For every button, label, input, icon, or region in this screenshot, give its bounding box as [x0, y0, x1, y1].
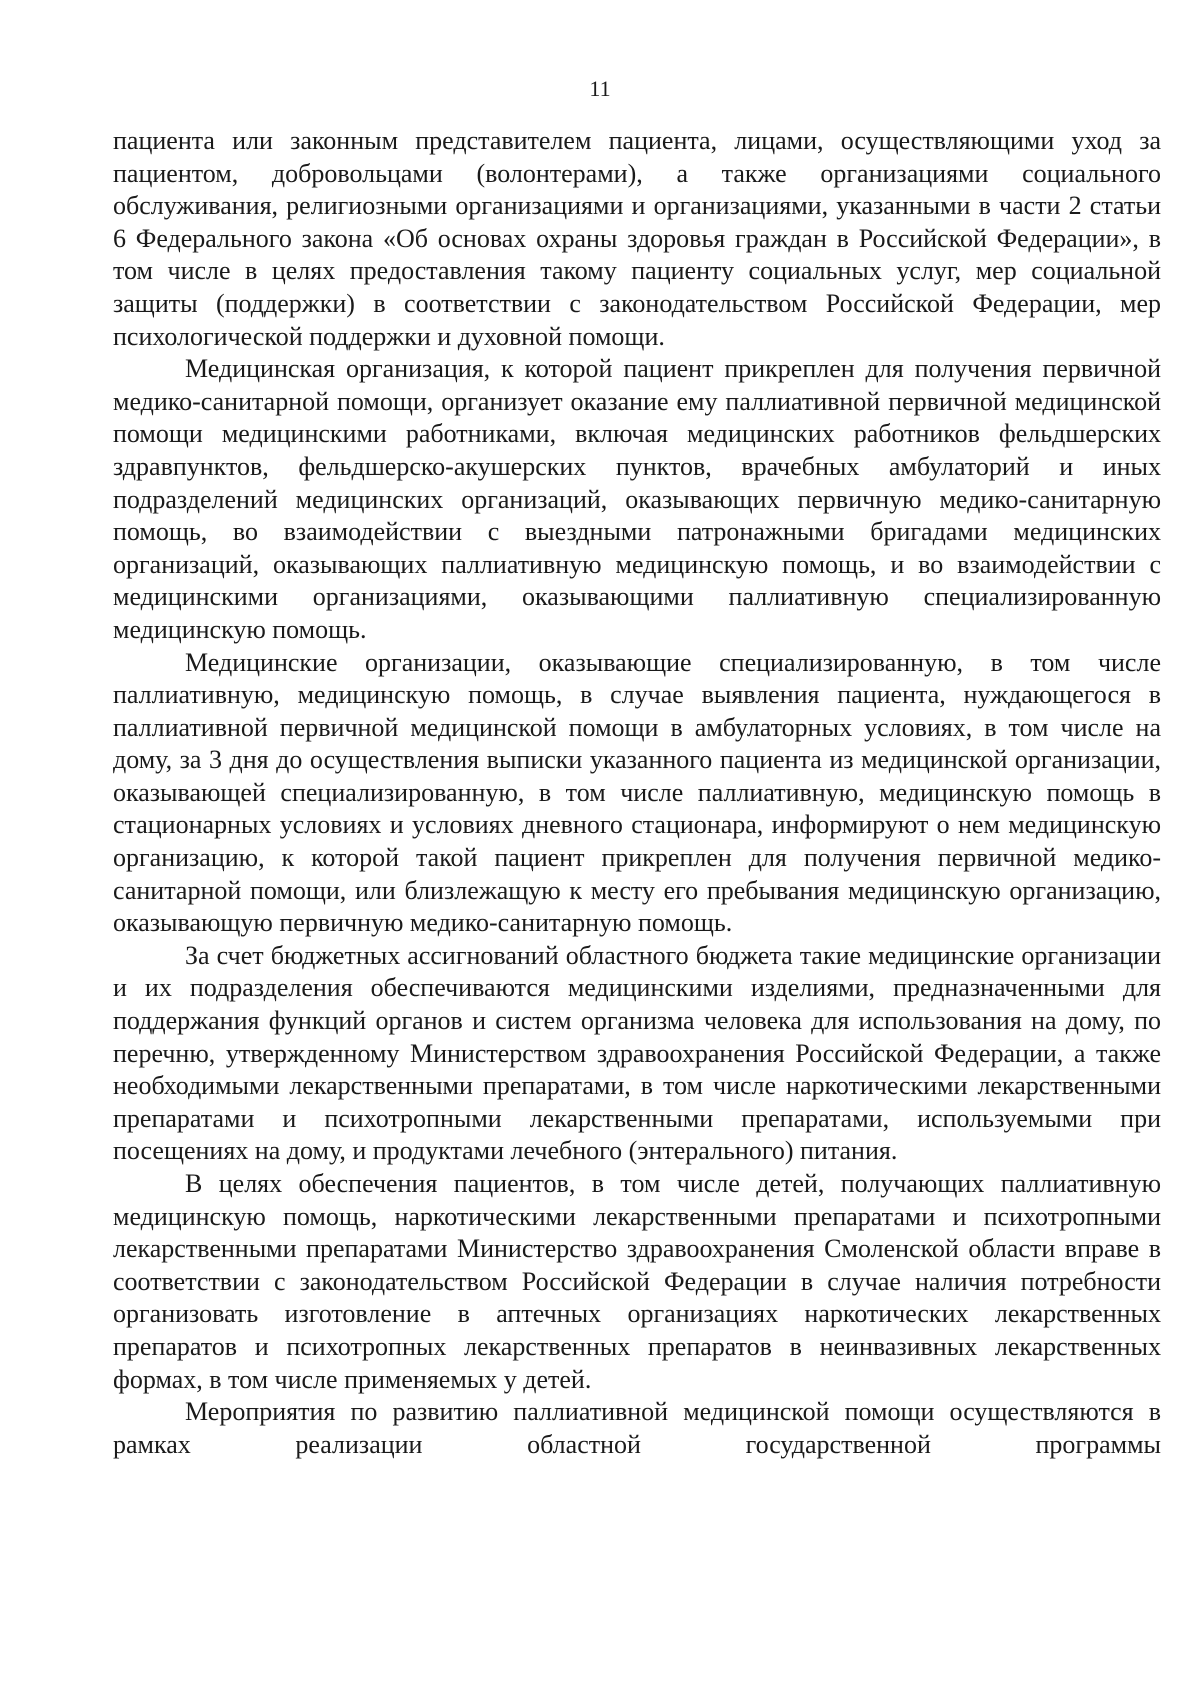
- text-line: паллиативную, медицинскую помощь в стационарных условиях и условиях дневного: [113, 777, 1162, 840]
- text-line: паллиативную, медицинскую помощь, в случае выявления пациента, нуждающегося: [113, 680, 1131, 710]
- text-line: медицинской организации, оказывающей специализированную, в том числе: [113, 745, 1162, 807]
- text-line: организациями, оказывающими паллиативную специализированную медицинскую: [113, 582, 1161, 644]
- text-line: мер социальной защиты (поддержки) в соответствии с законодательством Российской: [113, 256, 1162, 318]
- text-line: первичной медицинской помощи медицинскими работниками, включая медицинских: [113, 386, 1161, 449]
- text-line: организациях наркотических лекарственных препаратов и психотропных: [113, 1299, 1162, 1361]
- text-line: за пациентом, добровольцами (волонтерами), а также организациями социального: [113, 126, 1162, 188]
- text-line: врачебных амбулаторий и иных подразделений медицинских организаций,: [113, 451, 1161, 514]
- paragraph-6: [113, 1396, 1161, 1461]
- paragraph-4: [113, 940, 1161, 1168]
- text-line: 2 статьи 6 Федерального закона «Об основах охраны здоровья граждан в Российской: [113, 191, 1162, 253]
- text-line: За счет бюджетных ассигнований областного бюджета такие медицинские: [185, 940, 1015, 970]
- text-line: В целях обеспечения пациентов, в том числе детей, получающих паллиативную: [185, 1169, 1161, 1198]
- text-line: числе на дому, за 3 дня до осуществления выписки указанного пациента из: [113, 712, 1162, 775]
- text-line: Федерации», в том числе в целях предоставления такому пациенту социальных услуг,: [113, 223, 1161, 286]
- text-line: лекарственных препаратов в неинвазивных лекарственных формах, в том числе: [113, 1331, 1162, 1394]
- paragraph-5: [113, 1168, 1161, 1396]
- text-line: выездными патронажными бригадами медицинских организаций, оказывающих: [113, 517, 1161, 579]
- text-line: паллиативную медицинскую помощь, и во взаимодействии с медицинскими: [113, 549, 1162, 612]
- text-line: обслуживания, религиозными организациями и организациями, указанными в части: [113, 191, 1061, 221]
- text-line: психотропными лекарственными препаратами Министерство здравоохранения: [113, 1201, 1161, 1264]
- text-line: первичную медико-санитарную помощь.: [279, 908, 733, 938]
- text-line: помощь.: [272, 614, 367, 644]
- text-line: предназначенными для поддержания функций органов и систем организма человека: [113, 973, 1161, 1036]
- text-line: Федерации, мер психологической поддержки и духовной помощи.: [113, 288, 1161, 351]
- text-line: дому, и продуктами лечебного (энтерального) питания.: [286, 1136, 898, 1166]
- paragraph-1: [113, 125, 1161, 353]
- text-line: работников фельдшерских здравпунктов, фельдшерско-акушерских пунктов,: [113, 419, 1162, 481]
- text-line: Федерации в случае наличия потребности организовать изготовление в аптечных: [113, 1266, 1162, 1329]
- text-line: препаратами, в том числе наркотическими лекарственными препаратами и: [113, 1071, 1161, 1133]
- text-line: медицинскую помощь, наркотическими лекарственными препаратами и: [113, 1201, 967, 1231]
- page-number: 11: [589, 76, 611, 101]
- document-body: [113, 125, 1161, 1461]
- text-line: Мероприятия по развитию паллиативной медицинской помощи: [185, 1397, 935, 1427]
- text-line: применяемых у детей.: [344, 1364, 592, 1394]
- text-line: стационара, информируют о нем медицинскую организацию, к которой такой: [113, 810, 1161, 873]
- text-line: Медицинские организации, оказывающие специализированную, в том числе: [185, 647, 1161, 677]
- text-line: психотропными лекарственными препаратами, используемыми при посещениях на: [113, 1103, 1162, 1166]
- text-line: здравоохранения Российской Федерации, а также необходимыми лекарственными: [113, 1038, 1162, 1101]
- text-line: Смоленской области вправе в соответствии с законодательством Российской: [113, 1234, 1161, 1296]
- paragraph-3: [113, 647, 1161, 940]
- paragraph-2: [113, 353, 1161, 646]
- text-line: в паллиативной первичной медицинской помощи в амбулаторных условиях, в том: [113, 680, 1161, 742]
- text-line: близлежащую к месту его пребывания медицинскую организацию, оказывающую: [113, 875, 1162, 938]
- text-line: осуществляются в рамках реализации областной государственной программы: [113, 1397, 1162, 1459]
- text-line: пациент прикреплен для получения первичной медико-санитарной помощи, или: [113, 843, 1162, 905]
- text-line: оказывающих первичную медико-санитарную помощь, во взаимодействии с: [113, 484, 1161, 547]
- text-line: для использования на дому, по перечню, утвержденному Министерством: [113, 1006, 1161, 1068]
- text-line: первичной медико-санитарной помощи, организует оказание ему паллиативной: [113, 354, 1161, 416]
- text-line: пациента или законным представителем пациента, лицами, осуществляющими уход: [113, 126, 1122, 155]
- text-line: организации и их подразделения обеспечиваются медицинскими изделиями,: [113, 940, 1161, 1003]
- text-line: Медицинская организация, к которой пациент прикреплен для получения: [185, 354, 1032, 384]
